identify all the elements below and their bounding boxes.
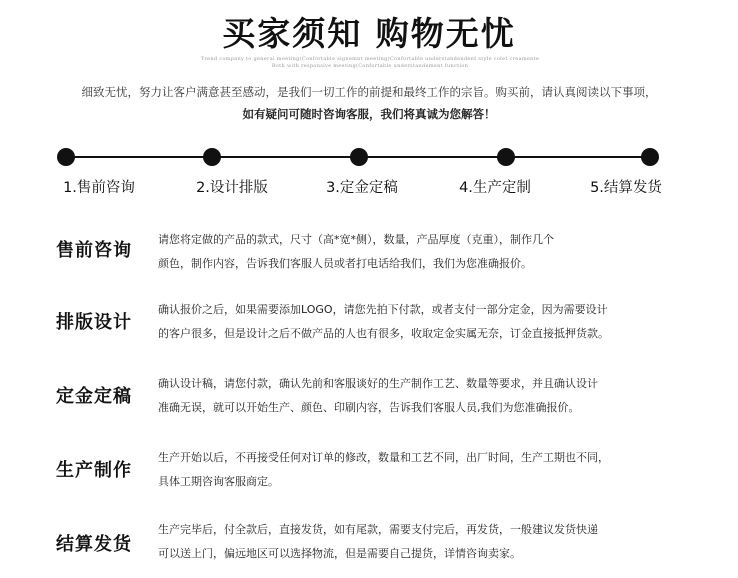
page-title: 买家须知 购物无忧 (222, 14, 516, 53)
timeline-step-label: 3.定金定稿 (326, 180, 398, 196)
timeline-dot (350, 148, 368, 166)
section-layout-design (0, 298, 738, 358)
timeline-dot (203, 148, 221, 166)
section-body-line: 颜色，制作内容，告诉我们客服人员或者打电话给我们，我们为您准确报价。 (158, 257, 532, 270)
intro-text: 细致无忧，努力让客户满意甚至感动，是我们一切工作的前提和最终工作的宗旨。购买前，请认真阅读以下事项， (81, 85, 657, 99)
section-heading: 定金定稿 (56, 386, 132, 407)
section-deposit-finalize (0, 372, 738, 432)
section-presale-consult (0, 228, 738, 288)
process-timeline (0, 140, 738, 200)
section-body-line: 确认设计稿，请您付款，确认先前和客服谈好的生产制作工艺、数量等要求，并且确认设计 (158, 377, 598, 390)
section-body (158, 518, 678, 566)
section-heading: 生产制作 (56, 460, 132, 481)
section-body-line: 可以送上门，偏远地区可以选择物流，但是需要自己提货，详情咨询卖家。 (158, 547, 521, 560)
subtitle-line: Both with responsive meeting(Confortable understandement function (271, 63, 469, 69)
section-body (158, 228, 678, 276)
section-heading: 结算发货 (56, 534, 132, 555)
timeline-dot (57, 148, 75, 166)
section-body-line: 准确无误，就可以开始生产、颜色、印刷内容，告诉我们客服人员,我们为您准确报价。 (158, 401, 580, 414)
section-body (158, 372, 678, 420)
section-heading: 排版设计 (56, 312, 132, 333)
timeline-step-label: 2.设计排版 (196, 180, 268, 196)
timeline-dot (641, 148, 659, 166)
section-settle-ship (0, 518, 738, 578)
timeline-step-label: 1.售前咨询 (63, 180, 135, 196)
intro-emphasis: 如有疑问可随时咨询客服，我们将真诚为您解答！ (242, 107, 496, 121)
section-body-line: 请您将定做的产品的款式，尺寸（高*宽*侧），数量，产品厚度（克重），制作几个 (158, 233, 554, 246)
timeline-step-label: 5.结算发货 (590, 180, 662, 196)
section-body-line: 生产开始以后，不再接受任何对订单的修改，数量和工艺不同，出厂时间，生产工期也不同， (158, 451, 609, 464)
section-body (158, 298, 678, 346)
section-body-line: 生产完毕后，付全款后，直接发货，如有尾款，需要支付完后，再发货，一般建议发货快递 (158, 523, 598, 536)
page-subtitle (150, 56, 590, 70)
subtitle-line: Trend company to general meeting(Confortable signemnt meeting)Confortable understandendent style colet creamente (200, 56, 540, 62)
section-body (158, 446, 678, 494)
timeline-dot (497, 148, 515, 166)
section-heading: 售前咨询 (56, 240, 132, 261)
section-production (0, 446, 738, 506)
timeline-step-label: 4.生产定制 (459, 180, 531, 196)
section-body-line: 具体工期咨询客服商定。 (158, 475, 279, 488)
section-body-line: 的客户很多，但是设计之后不做产品的人也有很多，收取定金实属无奈，订金直接抵押货款。 (158, 327, 609, 340)
section-body-line: 确认报价之后，如果需要添加LOGO，请您先拍下付款，或者支付一部分定金，因为需要设计 (158, 303, 608, 316)
